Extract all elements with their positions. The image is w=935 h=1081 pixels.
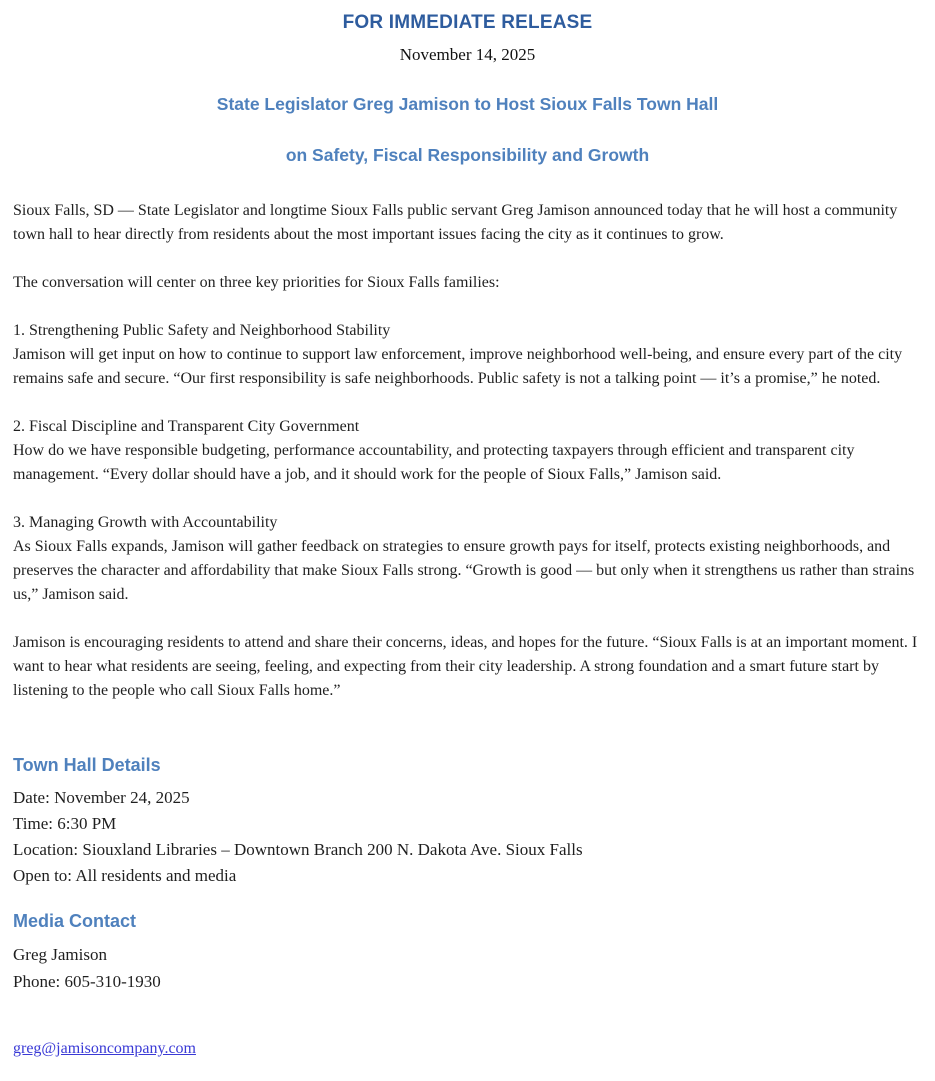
document-body — [13, 199, 922, 1061]
priority-text: How do we have responsible budgeting, performance accountability, and protecting taxpayers through efficient and transparent city management. “Every dollar should have a job, and it should work for the people of Sioux Falls,” Jamison said. — [13, 442, 855, 483]
media-contact-section — [13, 909, 922, 1061]
priority-title: 2. Fiscal Discipline and Transparent City Government — [13, 418, 360, 435]
contact-phone: Phone: 605-310-1930 — [13, 972, 161, 991]
email-row — [13, 1037, 922, 1061]
priority-text: Jamison will get input on how to continue to support law enforcement, improve neighborhood well-being, and ensure every part of the city remains safe and secure. “Our first responsibility is safe neighborhoods. Public safety is not a talking point — it’s a promise,” he noted. — [13, 346, 903, 387]
headline-line2: on Safety, Fiscal Responsibility and Growth — [285, 145, 650, 165]
closing-paragraph: Jamison is encouraging residents to attend and share their concerns, ideas, and hopes for the future. “Sioux Falls is at an important moment. I want to hear what residents are seeing, feeling, and expecting from their city leadership. A strong foundation and a smart future start by listening to the people who call Sioux Falls home.” — [13, 634, 918, 699]
release-date: November 14, 2025 — [399, 45, 536, 64]
release-label: FOR IMMEDIATE RELEASE — [342, 12, 593, 33]
priority-title: 1. Strengthening Public Safety and Neighborhood Stability — [13, 322, 391, 339]
town-hall-open-to: Open to: All residents and media — [13, 866, 237, 885]
town-hall-details-section — [13, 753, 922, 889]
intro-paragraph: Sioux Falls, SD — State Legislator and longtime Sioux Falls public servant Greg Jamison announced today that he will host a community town hall to hear directly from residents about the most important issues facing the city as it continues to grow. — [13, 202, 898, 243]
priority-item-1 — [13, 319, 922, 391]
headline-line1: State Legislator Greg Jamison to Host Sioux Falls Town Hall — [216, 94, 719, 114]
town-hall-date: Date: November 24, 2025 — [13, 788, 190, 807]
town-hall-details-heading: Town Hall Details — [13, 755, 161, 775]
priority-item-3 — [13, 511, 922, 607]
town-hall-location: Location: Siouxland Libraries – Downtown Branch 200 N. Dakota Ave. Sioux Falls — [13, 840, 583, 859]
contact-name: Greg Jamison — [13, 945, 107, 964]
town-hall-time: Time: 6:30 PM — [13, 814, 117, 833]
document-header — [13, 12, 922, 166]
priority-text: As Sioux Falls expands, Jamison will gather feedback on strategies to ensure growth pays for itself, protects existing neighborhoods, and preserves the character and affordability that make Sioux Falls strong. “Growth is good — but only when it strengthens us rather than strains us,” Jamison said. — [13, 538, 915, 603]
priority-item-2 — [13, 415, 922, 487]
lead-in-paragraph: The conversation will center on three key priorities for Sioux Falls families: — [13, 274, 500, 291]
contact-email-link[interactable]: greg@jamisoncompany.com — [13, 1040, 196, 1057]
priority-title: 3. Managing Growth with Accountability — [13, 514, 278, 531]
media-contact-heading: Media Contact — [13, 911, 137, 931]
